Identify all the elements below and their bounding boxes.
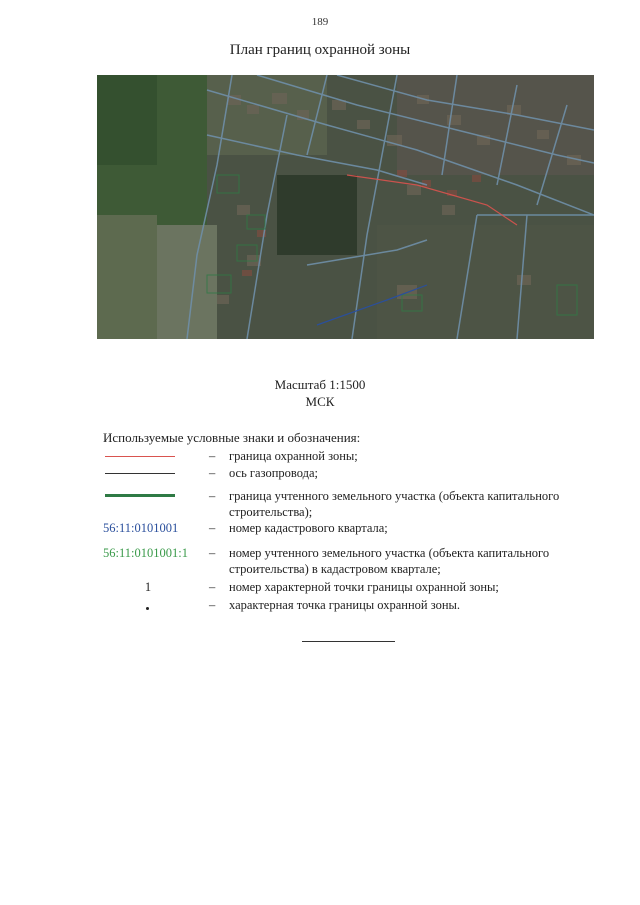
legend-desc: номер характерной точки границы охранной зоны;	[229, 580, 499, 594]
page-title: План границ охранной зоны	[229, 42, 411, 58]
land-plot-code: 56:11:0101001:1	[103, 546, 188, 560]
point-number-sample: 1	[144, 580, 152, 594]
legend-dash: –	[209, 449, 216, 463]
point-dot-icon	[146, 607, 149, 610]
coordinate-system: МСК	[305, 394, 335, 409]
legend-symbol	[103, 488, 181, 504]
red-line-symbol	[105, 456, 175, 457]
legend-dash: –	[209, 598, 216, 612]
legend-symbol	[103, 448, 181, 464]
scale-text: Масштаб 1:1500	[274, 377, 366, 392]
green-line-symbol	[105, 494, 175, 497]
black-line-symbol	[105, 473, 175, 474]
legend-dash: –	[209, 580, 216, 594]
legend-symbol	[103, 597, 181, 613]
map-scale	[0, 376, 640, 410]
legend-dash: –	[209, 466, 216, 480]
bottom-divider	[302, 641, 395, 642]
legend-dash: –	[209, 521, 216, 535]
legend-dash: –	[209, 546, 216, 560]
page-number: 189	[311, 16, 329, 28]
legend-heading: Используемые условные знаки и обозначения:	[103, 430, 361, 445]
legend-desc: граница охранной зоны;	[229, 449, 358, 463]
legend-dash: –	[209, 489, 216, 503]
legend-desc: характерная точка границы охранной зоны.	[229, 598, 461, 612]
legend-desc: номер кадастрового квартала;	[229, 521, 388, 535]
cadastral-quarter-code: 56:11:0101001	[103, 521, 179, 535]
legend-desc: ось газопровода;	[229, 466, 319, 480]
legend-desc: граница учтенного земельного участка (объекта капитального строительства);	[229, 489, 560, 519]
satellite-map	[97, 75, 594, 339]
legend-symbol	[103, 465, 181, 481]
legend-desc: номер учтенного земельного участка (объекта капитального строительства) в кадастровом квартале;	[229, 546, 550, 576]
